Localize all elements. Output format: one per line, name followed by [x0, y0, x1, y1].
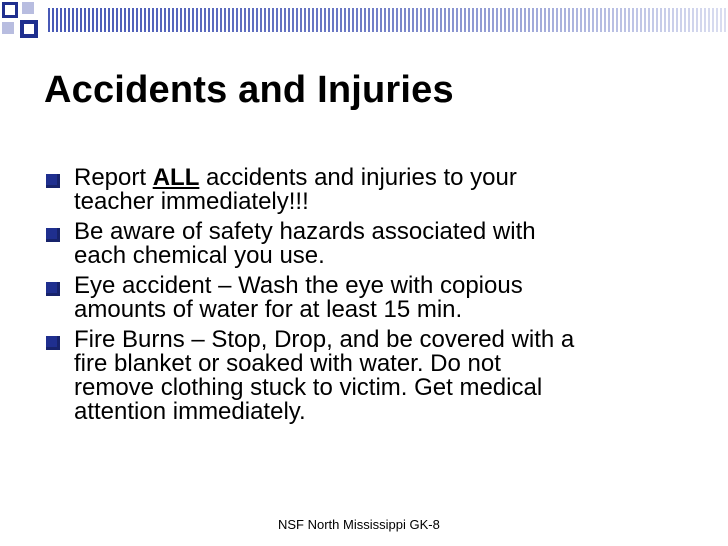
bullet-line: fire blanket or soaked with water. Do not: [74, 350, 501, 377]
bullet-prefix: Report: [74, 164, 153, 191]
bullet-line: amounts of water for at least 15 min.: [74, 296, 463, 323]
bullet-line: attention immediately.: [74, 398, 306, 425]
bullet-fire-burns: [46, 328, 686, 424]
bullet-text: [74, 166, 686, 214]
bullet-line: Be aware of safety hazards associated with: [74, 218, 536, 245]
top-decoration: [0, 0, 728, 40]
bullet-line: Fire Burns – Stop, Drop, and be covered with a: [74, 326, 575, 353]
emphasis-all: ALL: [152, 164, 200, 191]
bullet-line: remove clothing stuck to victim. Get medical: [74, 374, 543, 401]
bullet-line: [74, 166, 686, 190]
bullet-text: [74, 220, 686, 268]
bullet-list: [46, 166, 686, 430]
bullet-line: teacher immediately!!!: [74, 188, 309, 215]
bullet-text: [74, 328, 686, 424]
bullet-safety-hazards: [46, 220, 686, 268]
header-stripes: [48, 8, 728, 32]
bullet-text: [74, 274, 686, 322]
square-bullet-icon: [46, 336, 60, 350]
slide-title: Accidents and Injuries: [44, 69, 454, 111]
square-bullet-icon: [46, 228, 60, 242]
square-bullet-icon: [46, 174, 60, 188]
bullet-line-rest: accidents and injuries to your: [199, 164, 517, 191]
bullet-report-all: [46, 166, 686, 214]
bullet-eye-accident: [46, 274, 686, 322]
bullet-line: each chemical you use.: [74, 242, 325, 269]
slide-footer: NSF North Mississippi GK-8: [278, 517, 440, 532]
corner-squares-decoration: [0, 0, 44, 44]
bullet-line: Eye accident – Wash the eye with copious: [74, 272, 523, 299]
square-bullet-icon: [46, 282, 60, 296]
